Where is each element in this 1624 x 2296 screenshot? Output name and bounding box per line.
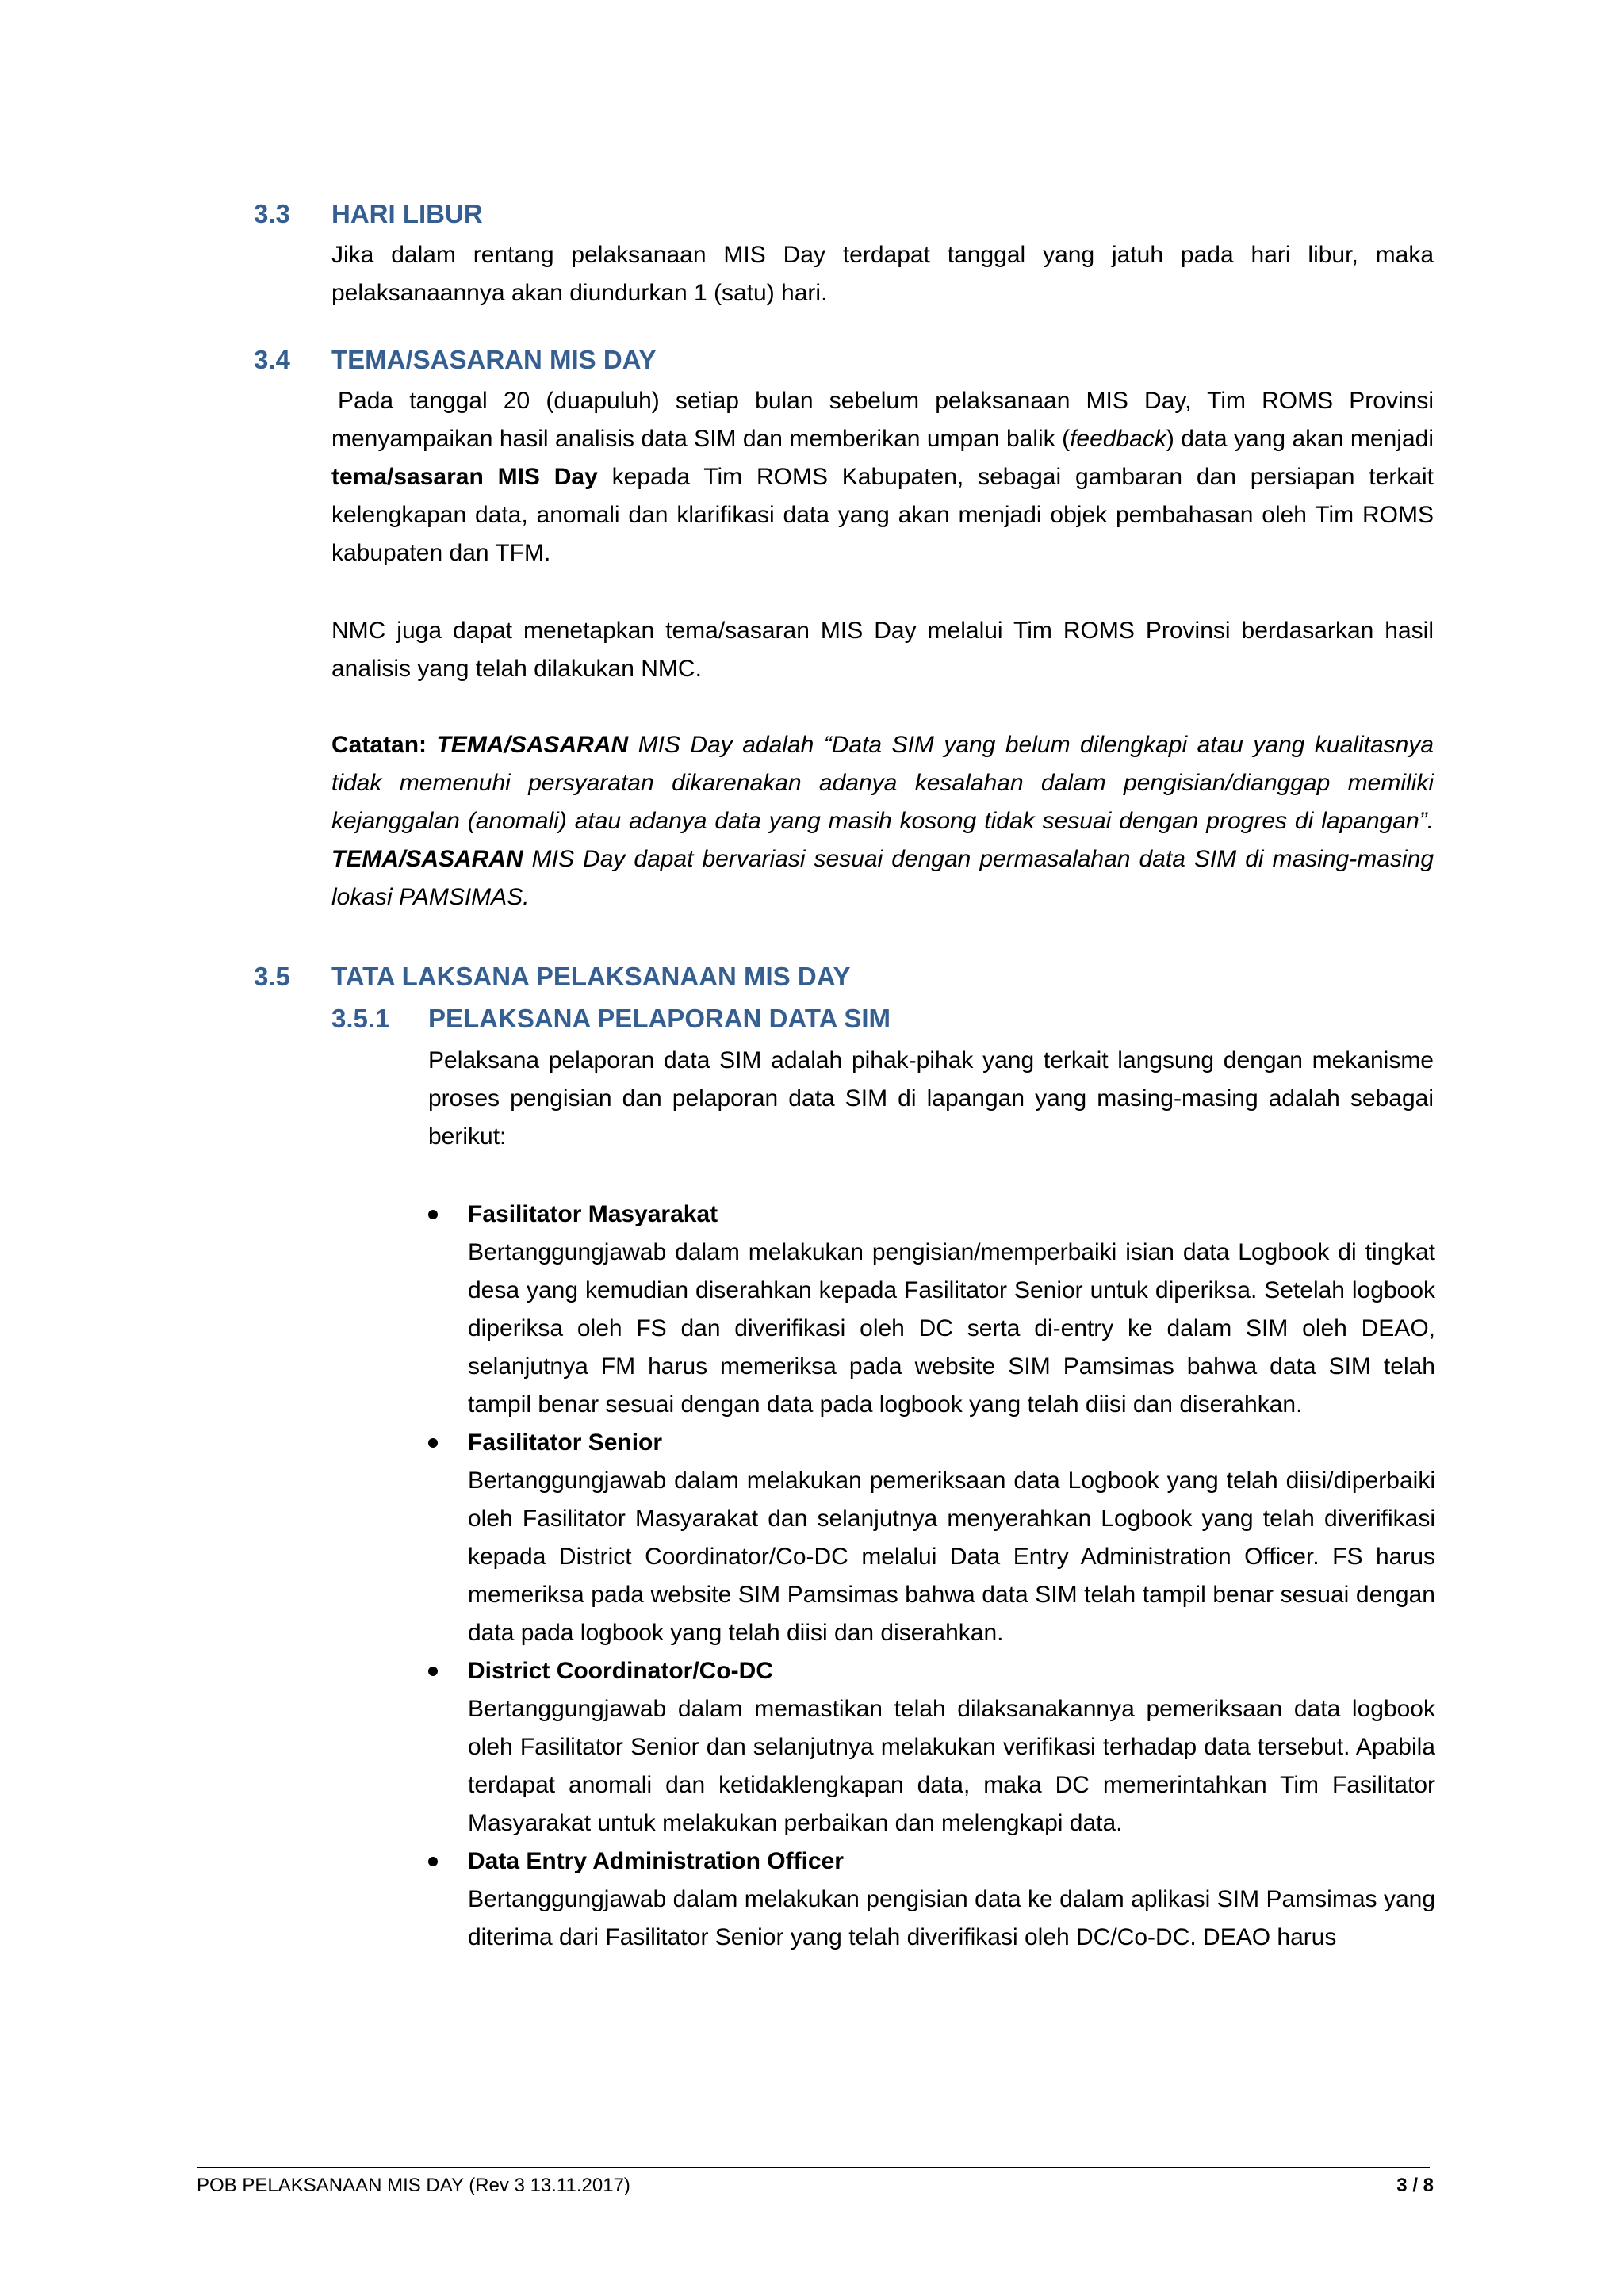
list-item-title: Data Entry Administration Officer [468,1848,844,1874]
bullet-list-pelaksana [428,1196,1435,1957]
bullet-icon [428,1210,438,1219]
text-run: MIS Day adalah “Data SIM yang belum dilengkapi atau yang kualitasnya tidak memenuhi persyaratan dikarenakan adanya kesalahan dalam pengisian/dianggap memiliki kejanggalan (anomali) atau adanya data yang masih kosong tidak sesuai dengan progres di lapangan”. [331,732,1434,834]
section-title: TATA LAKSANA PELAKSANAAN MIS DAY [331,962,851,991]
section-title: TEMA/SASARAN MIS DAY [331,345,657,374]
list-item-body: Bertanggungjawab dalam melakukan pengisian/memperbaiki isian data Logbook di tingkat desa yang kemudian diserahkan kepada Fasilitator Senior untuk diperiksa. Setelah logbook diperiksa oleh FS dan diverifikasi oleh DC serta di-entry ke dalam SIM oleh DEAO, selanjutnya FM harus memeriksa pada website SIM Pamsimas bahwa data SIM telah tampil benar sesuai dengan data pada logbook yang telah diisi dan diserahkan. [468,1239,1435,1418]
list-item-title: Fasilitator Masyarakat [468,1201,718,1227]
list-item-body: Bertanggungjawab dalam memastikan telah dilaksanakannya pemeriksaan data logbook oleh Fasilitator Senior dan selanjutnya melakukan verifikasi terhadap data tersebut. Apabila terdapat anomali dan ketidaklengkapan data, maka DC memerintahkan Tim Fasilitator Masyarakat untuk melakukan perbaikan dan melengkapi data. [468,1696,1435,1836]
section-title: HARI LIBUR [331,199,483,228]
section-number: 3.3 [254,199,290,228]
paragraph-text: NMC juga dapat menetapkan tema/sasaran MIS Day melalui Tim ROMS Provinsi berdasarkan hasil analisis yang telah dilakukan NMC. [331,618,1434,682]
bullet-icon [428,1438,438,1448]
text-run: kepada Tim ROMS Kabupaten, sebagai gambaran dan persiapan terkait kelengkapan data, anomali dan klarifikasi data yang akan menjadi objek pembahasan oleh Tim ROMS kabupaten dan TFM. [331,464,1434,566]
footer-document-title: POB PELAKSANAAN MIS DAY (Rev 3 13.11.2017) [197,2175,630,2196]
note-label: Catatan: [331,732,427,758]
paragraph-text: Jika dalam rentang pelaksanaan MIS Day terdapat tanggal yang jatuh pada hari libur, maka pelaksanaannya akan diundurkan 1 (satu) hari. [331,242,1434,306]
list-item-body: Bertanggungjawab dalam melakukan pemeriksaan data Logbook yang telah diisi/diperbaiki oleh Fasilitator Masyarakat dan selanjutnya menyerahkan Logbook yang telah diverifikasi kepada District Coordinator/Co-DC melalui Data Entry Administration Officer. FS harus memeriksa pada website SIM Pamsimas bahwa data SIM telah tampil benar sesuai dengan data pada logbook yang telah diisi dan diserahkan. [468,1468,1435,1646]
footer-page-number: 3 / 8 [1396,2175,1434,2196]
list-item [428,1652,1435,1843]
text-run: MIS Day dapat bervariasi sesuai dengan permasalahan data SIM di masing-masing lokasi PAMSIMAS. [331,846,1434,910]
paragraph-pelaksana-intro [428,1042,1434,1156]
text-run-bold-italic: TEMA/SASARAN [436,732,629,758]
list-item-body: Bertanggungjawab dalam melakukan pengisian data ke dalam aplikasi SIM Pamsimas yang diterima dari Fasilitator Senior yang telah diverifikasi oleh DC/Co-DC. DEAO harus [468,1886,1435,1950]
list-item [428,1843,1435,1957]
paragraph-hari-libur [331,236,1434,312]
paragraph-catatan [331,726,1434,916]
paragraph-tema-sasaran [331,382,1434,572]
list-item-title: District Coordinator/Co-DC [468,1658,773,1684]
list-item-title: Fasilitator Senior [468,1429,663,1456]
bullet-icon [428,1857,438,1866]
text-run: Pada tanggal 20 (duapuluh) setiap bulan sebelum pelaksanaan MIS Day, Tim ROMS Provinsi menyampaikan hasil analisis data SIM dan memberikan umpan balik ( [331,388,1434,452]
bullet-icon [428,1667,438,1676]
paragraph-text: Pelaksana pelaporan data SIM adalah pihak-pihak yang terkait langsung dengan mekanisme proses pengisian dan pelaporan data SIM di lapangan yang masing-masing adalah sebagai berikut: [428,1047,1434,1150]
footer-divider [197,2167,1430,2168]
text-run-italic: feedback [1070,426,1166,452]
section-number: 3.4 [254,345,290,374]
list-item [428,1196,1435,1424]
text-run-bold: tema/sasaran MIS Day [331,464,598,490]
section-number: 3.5.1 [331,1004,390,1033]
paragraph-nmc [331,612,1434,688]
section-title: PELAKSANA PELAPORAN DATA SIM [428,1004,891,1033]
list-item [428,1424,1435,1652]
text-run: ) data yang akan menjadi [1166,426,1434,452]
text-run-bold-italic: TEMA/SASARAN [331,846,523,872]
section-number: 3.5 [254,962,290,991]
